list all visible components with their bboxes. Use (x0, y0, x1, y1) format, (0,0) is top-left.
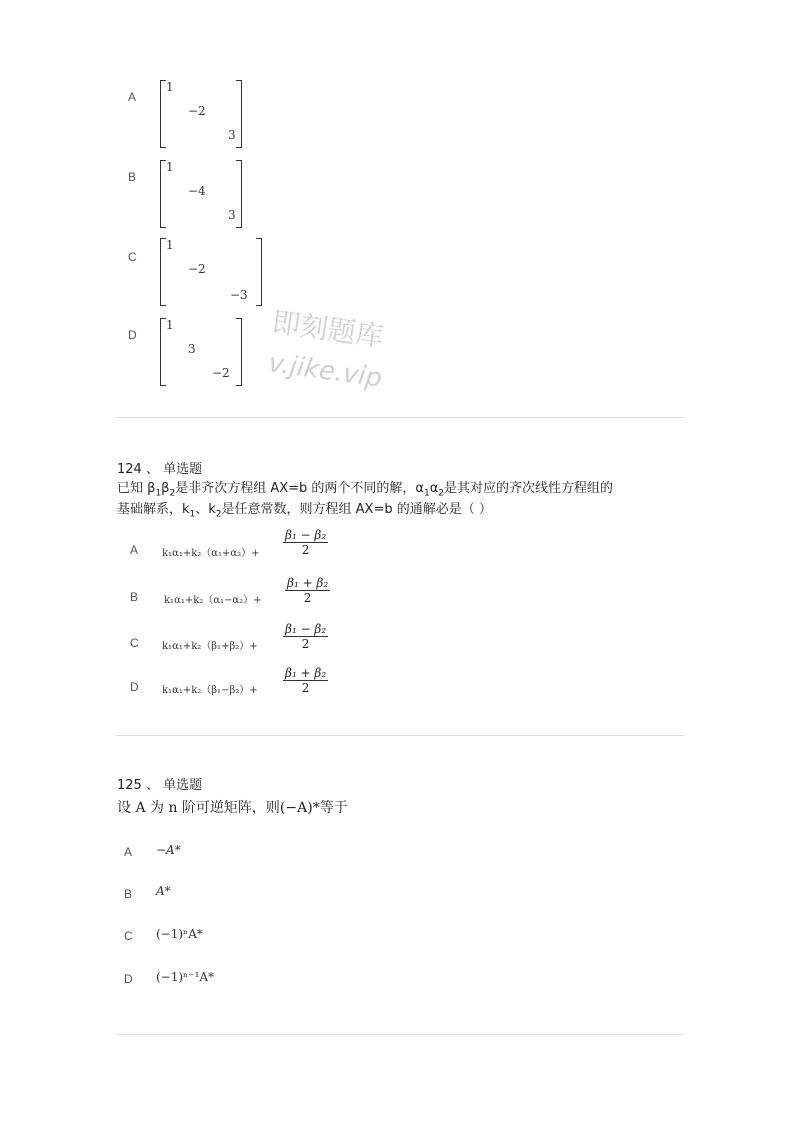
option-c-matrix[interactable]: 1 −2 −3 (160, 238, 262, 304)
watermark-url: v.jike.vip (266, 348, 384, 394)
question-stem: 设 A 为 n 阶可逆矩阵，则(−A)*等于 (117, 800, 348, 816)
divider (116, 735, 684, 736)
option-letter-c[interactable]: C (128, 250, 137, 264)
option-b-text[interactable]: A* (156, 884, 171, 898)
option-c-text[interactable]: (−1)ⁿA* (156, 927, 203, 941)
option-a-formula[interactable]: k₁α₁+k₂（α₁+α₂）+ (162, 548, 260, 559)
option-d-formula[interactable]: k₁α₁+k₂（β₁−β₂）+ (162, 685, 258, 696)
option-b-fraction: $\frac{\text{β₁ + β₂}}{2}$ (287, 576, 329, 605)
option-letter-b[interactable]: B (128, 170, 137, 184)
question-stem-line2: 基础解系，$k_1$、$k_2$是任意常数，则方程组 AX=b 的通解必是（ ） (117, 502, 492, 520)
option-letter-b[interactable]: B (124, 887, 133, 901)
option-letter-a[interactable]: A (128, 90, 137, 104)
question-stem-line1: 已知 $\beta_1\beta_2$是非齐次方程组 AX=b 的两个不同的解，$\alpha_1\alpha_2$是其对应的齐次线性方程组的 (117, 481, 614, 499)
watermark-text: 即刻题库 (270, 305, 386, 354)
option-letter-a[interactable]: A (124, 845, 133, 859)
option-a-text[interactable]: −A* (156, 843, 181, 857)
option-letter-b[interactable]: B (130, 590, 139, 604)
question-header: 125 、 单选题 (117, 778, 203, 793)
option-d-fraction: $\frac{\text{β₁ + β₂}}{2}$ (285, 666, 327, 695)
option-b-formula[interactable]: k₁α₁+k₂（α₁−α₂）+ (164, 595, 262, 606)
option-c-formula[interactable]: k₁α₁+k₂（β₁+β₂）+ (162, 641, 258, 652)
option-letter-a[interactable]: A (130, 543, 139, 557)
option-a-matrix[interactable]: 1 −2 3 (160, 80, 242, 146)
option-letter-c[interactable]: C (130, 636, 139, 650)
option-a-fraction: $\frac{\text{β₁ − β₂}}{2}$ (285, 528, 327, 557)
option-letter-d[interactable]: D (124, 972, 133, 986)
option-d-matrix[interactable]: 1 3 −2 (160, 318, 242, 384)
option-b-matrix[interactable]: 1 −4 3 (160, 160, 242, 226)
option-d-text[interactable]: (−1)ⁿ⁻¹A* (156, 970, 215, 984)
option-letter-c[interactable]: C (124, 929, 133, 943)
question-header: 124 、 单选题 (117, 462, 203, 477)
option-letter-d[interactable]: D (128, 328, 137, 342)
option-letter-d[interactable]: D (130, 680, 139, 694)
option-c-fraction: $\frac{\text{β₁ − β₂}}{2}$ (285, 622, 327, 651)
divider (116, 417, 684, 418)
divider (116, 1034, 684, 1035)
